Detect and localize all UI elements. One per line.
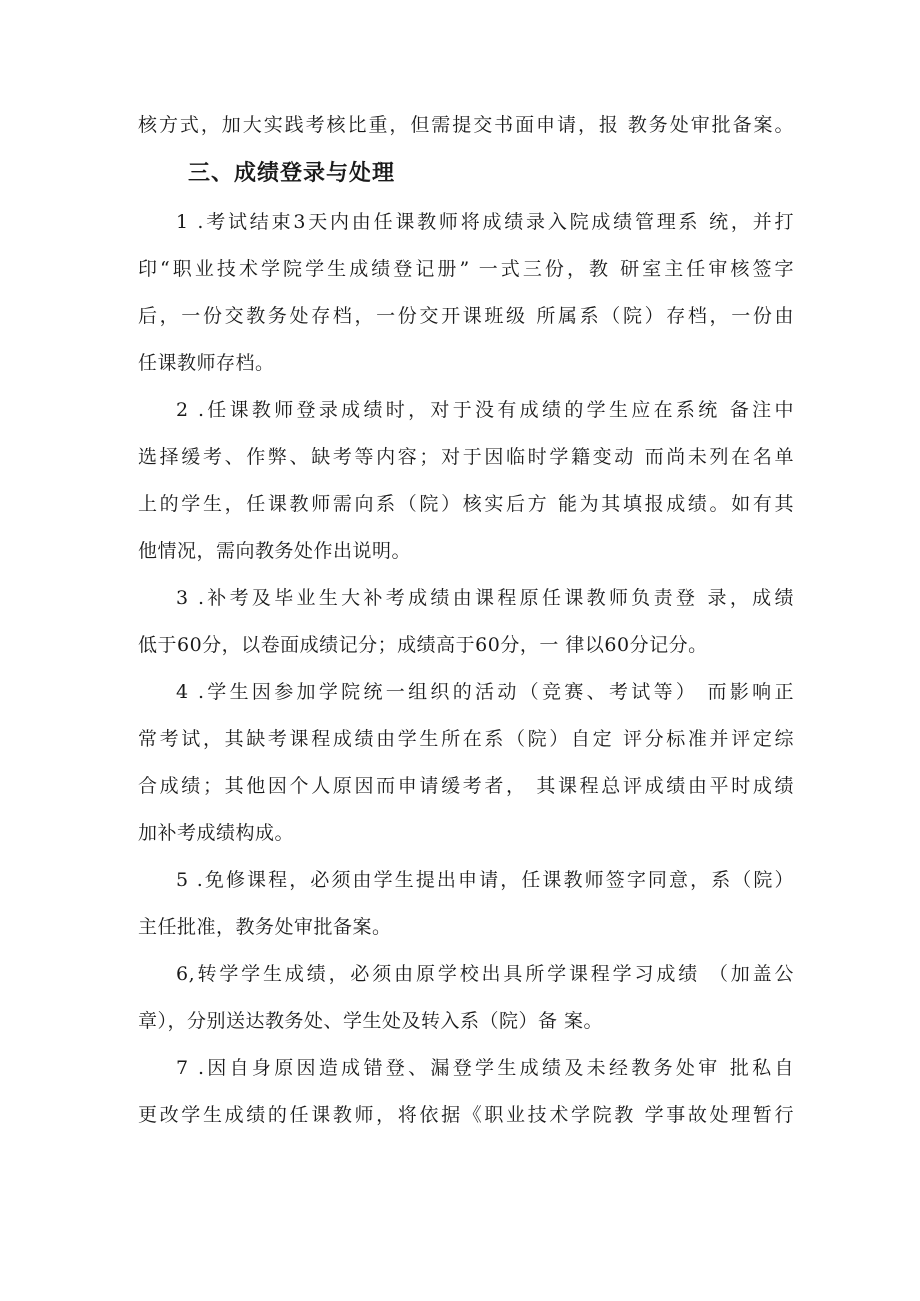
paragraph-line: 6,转学学生成绩，必须由原学校出具所学课程学习成绩 （加盖公 [176,963,794,985]
paragraph-line: 更改学生成绩的任课教师，将依据《职业技术学院教 学事故处理暂行 [138,1104,794,1126]
paragraph-line: 合成绩；其他因个人原因而申请缓考者， 其课程总评成绩由平时成绩 [138,775,794,797]
paragraph-7 [138,1055,794,1129]
paragraph-line: 2 .任课教师登录成绩时，对于没有成绩的学生应在系统 备注中 [176,399,794,421]
paragraph-line: 章），分别送达教务处、学生处及转入系（院）备 案。 [138,1010,604,1032]
paragraph-2 [138,397,794,565]
paragraph-line: 3 .补考及毕业生大补考成绩由课程原任课教师负责登 录，成绩 [176,587,794,609]
paragraph-line: 5 .免修课程，必须由学生提出申请，任课教师签字同意，系（院） [176,869,794,891]
paragraph-3 [138,585,794,659]
paragraph-4 [138,679,794,847]
paragraph-line: 选择缓考、作弊、缺考等内容；对于因临时学籍变动 而尚未列在名单 [138,446,794,468]
paragraph-line: 任课教师存档。 [138,352,275,374]
paragraph-1 [138,209,794,377]
paragraph-line: 主任批准，教务处审批备案。 [138,916,392,938]
paragraph-line: 1 .考试结束3天内由任课教师将成绩录入院成绩管理系 统，并打 [176,211,794,233]
paragraph-line: 他情况，需向教务处作出说明。 [138,540,412,562]
paragraph-6 [138,961,794,1035]
paragraph-line: 常考试，其缺考课程成绩由学生所在系（院）自定 评分标准并评定综 [138,728,794,750]
paragraph-5 [138,867,794,941]
paragraph-line: 上的学生，任课教师需向系（院）核实后方 能为其填报成绩。如有其 [138,493,794,515]
section-heading: 三、成绩登录与处理 [188,161,396,186]
paragraph-line: 印“职业技术学院学生成绩登记册” 一式三份，教 研室主任审核签字 [138,258,794,280]
paragraph-line: 4 .学生因参加学院统一组织的活动（竞赛、考试等） 而影响正 [176,681,794,703]
paragraph-line: 低于60分，以卷面成绩记分；成绩高于60分，一 律以60分记分。 [138,634,708,656]
paragraph-line: 后，一份交教务处存档，一份交开课班级 所属系（院）存档，一份由 [138,305,794,327]
intro-line: 核方式，加大实践考核比重，但需提交书面申请，报 教务处审批备案。 [138,114,794,136]
paragraph-line: 7 .因自身原因造成错登、漏登学生成绩及未经教务处审 批私自 [176,1057,794,1079]
paragraph-line: 加补考成绩构成。 [138,822,295,844]
document-page [138,112,794,1129]
